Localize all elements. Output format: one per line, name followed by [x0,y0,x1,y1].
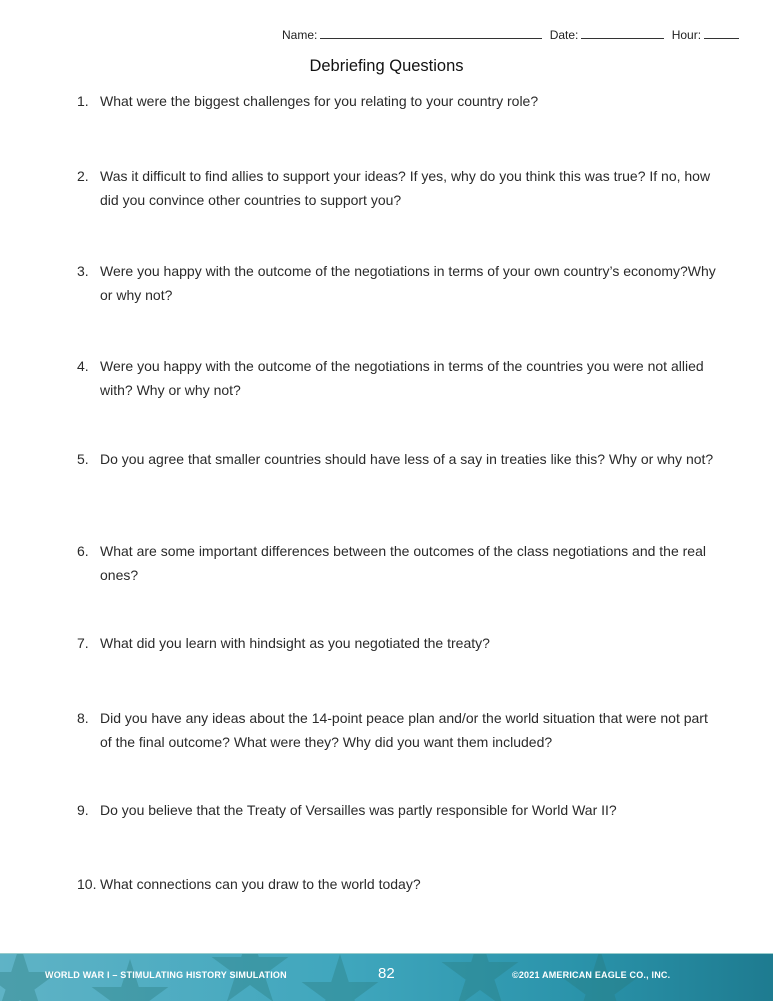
question-number: 7. [77,635,89,651]
question-text: Do you agree that smaller countries should have less of a say in treaties like this? Why or why not? [100,451,714,467]
question-text: What connections can you draw to the world today? [100,876,421,892]
footer-copyright: ©2021 AMERICAN EAGLE CO., INC. [512,970,671,980]
question-item [77,798,717,822]
student-info-header [282,27,743,42]
question-text: Were you happy with the outcome of the negotiations in terms of your own country’s economy?Why or why not? [100,263,716,303]
question-item [77,706,717,754]
question-item [77,631,717,655]
name-label: Name: [282,28,318,42]
question-number: 1. [77,93,89,109]
question-number: 6. [77,543,89,559]
question-text: What did you learn with hindsight as you negotiated the treaty? [100,635,490,651]
hour-label: Hour: [671,28,702,42]
question-text: Were you happy with the outcome of the negotiations in terms of the countries you were not allied with? Why or why not? [100,358,704,398]
question-number: 2. [77,168,89,184]
question-text: Do you believe that the Treaty of Versailles was partly responsible for World War II? [100,802,617,818]
question-number: 9. [77,802,89,818]
question-number: 10. [77,876,97,892]
date-label: Date: [549,28,579,42]
page-number: 82 [378,965,395,982]
question-number: 5. [77,451,89,467]
question-text: Was it difficult to find allies to support your ideas? If yes, why do you think this was true? If no, how did you convince other countries to support you? [100,168,711,208]
question-text: What were the biggest challenges for you relating to your country role? [100,93,539,109]
name-blank [320,27,542,39]
page-title: Debriefing Questions [309,57,464,75]
star-decoration [90,959,170,1001]
date-blank [581,27,664,39]
question-item [77,447,717,471]
question-item [77,872,717,896]
question-item [77,89,717,113]
footer-title: WORLD WAR I – STIMULATING HISTORY SIMULATION [45,970,287,980]
star-decoration [440,953,520,1001]
star-decoration [300,954,380,1001]
question-number: 8. [77,710,89,726]
question-number: 3. [77,263,89,279]
question-item [77,354,717,402]
question-item [77,259,717,307]
footer-banner [0,953,773,1001]
question-item [77,539,717,587]
hour-blank [704,27,739,39]
question-text: Did you have any ideas about the 14-point peace plan and/or the world situation that were not part of the final outcome? What were they? Why did you want them included? [100,710,708,750]
question-text: What are some important differences between the outcomes of the class negotiations and the real ones? [100,543,706,583]
question-number: 4. [77,358,89,374]
question-item [77,164,717,212]
